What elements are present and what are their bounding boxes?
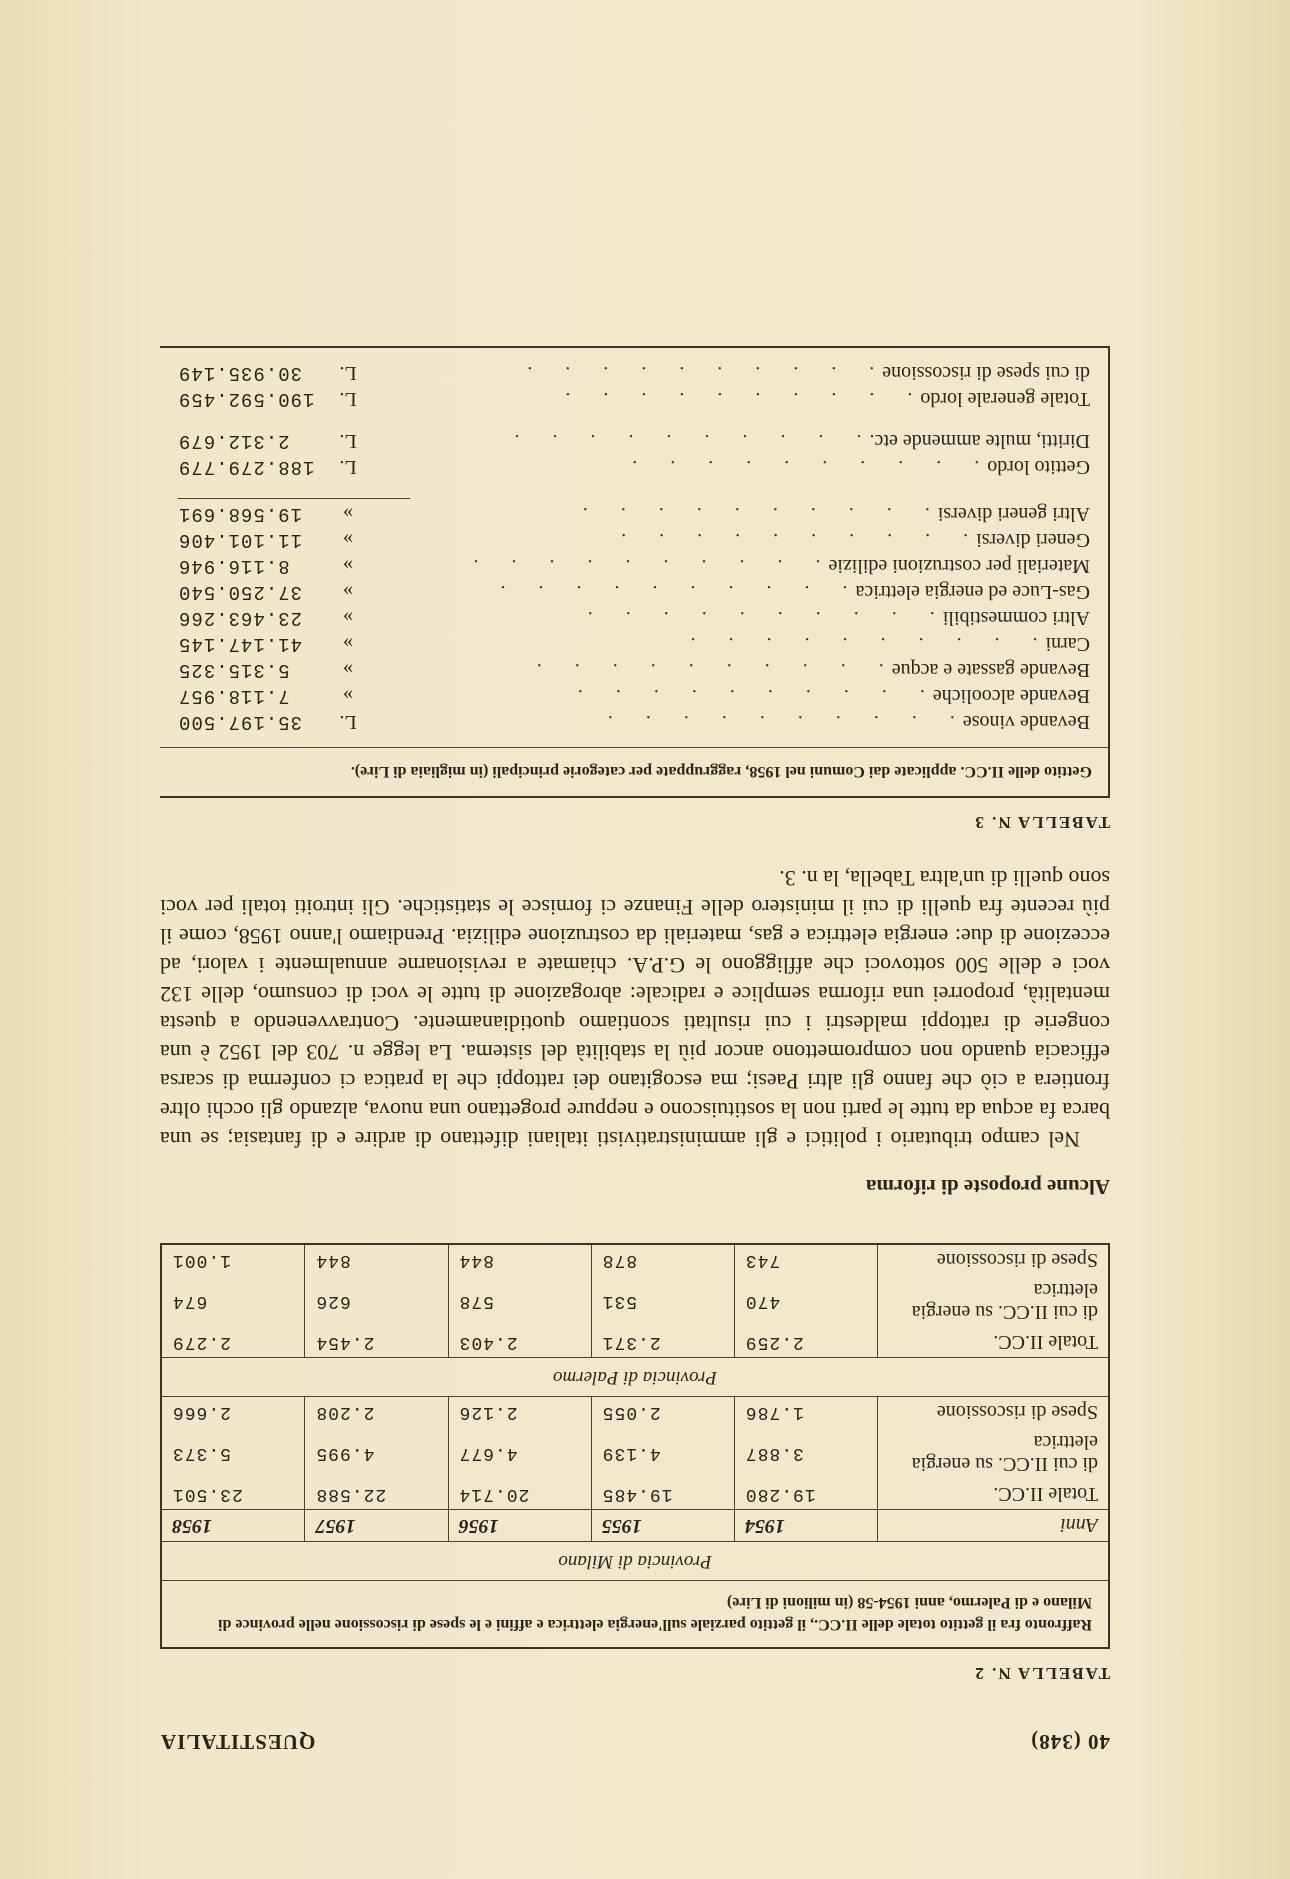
value-cell: 844	[448, 1244, 591, 1275]
value-cell: 19.485	[591, 1479, 734, 1510]
value-cell: 2.279	[161, 1327, 305, 1358]
list-item	[178, 428, 1090, 454]
province-heading: Provincia di Milano	[161, 1542, 1109, 1581]
body-paragraph: Nel campo tributario i politici e gli amministrativisti italiani difettano di ardire e di fantasia; se una barca fa acqua da tutte le parti non la sostituiscono e neppure progettano una nuova, alzando gli occhi oltre frontiera a ciò che fanno gli altri Paesi; ma escogitano dei rattoppi che la pratica ci conferma di scarsa efficacia quando non compromettono ancor più la stabilità del sistema. La legge n. 703 del 1952 è una congerie di rattoppi maldestri i cui risultati scontiamo quotidianamente. Contravvenendo a questa mentalità, proporrei una riforma semplice e radicale: abrogazione di tutte le voci di consumo, delle 132 voci e delle 500 sottovoci che affliggono le G.P.A. chiamate a revisionarne annualmente i valori, ad eccezione di due: energia elettrica e gas, materiali da costruzione edilizia. Prendiamo l'anno 1958, come il più recente fra quelli di cui il ministero delle Finanze ci fornisce le statistiche. Gli introiti totali per voci sono quelli di un'altra Tabella, la n. 3.	[160, 866, 1110, 1152]
value-cell: 2.208	[305, 1397, 448, 1428]
value-cell: 2.371	[591, 1327, 734, 1358]
list-item	[178, 501, 1090, 527]
currency-mark: »	[343, 555, 353, 577]
year-cell: 1955	[591, 1510, 734, 1542]
table-row	[161, 1397, 1109, 1428]
currency-mark: »	[343, 633, 353, 655]
total-items	[178, 428, 1090, 480]
table-row	[161, 1244, 1109, 1275]
item-label: di cui spese di riscossione	[882, 362, 1090, 384]
value-cell: 2.126	[448, 1397, 591, 1428]
item-label: Generi diversi	[976, 529, 1090, 551]
value-cell: 578	[448, 1275, 591, 1327]
table-row	[161, 1275, 1109, 1327]
value-cell: 3.887	[734, 1427, 877, 1479]
item-label: Totale generale lordo	[920, 388, 1090, 410]
currency-mark: »	[343, 685, 353, 707]
province-heading: Provincia di Palermo	[161, 1358, 1109, 1397]
list-item	[178, 605, 1090, 631]
item-label: Materiali per costruzioni edilizie	[828, 555, 1090, 577]
list-item	[178, 657, 1090, 683]
item-value: 188.279.779	[178, 456, 315, 478]
leader-dots: . . . . . . . . . .	[593, 711, 955, 733]
item-value: 23.463.266	[178, 607, 303, 629]
row-label: di cui II.CC. su energia elettrica	[878, 1275, 1110, 1327]
spacer	[178, 412, 1090, 428]
currency-mark: »	[343, 503, 353, 525]
leader-dots: . . . . . . . . . .	[513, 362, 875, 384]
value-cell: 1.001	[161, 1244, 305, 1275]
year-cell: 1957	[305, 1510, 448, 1542]
value-cell: 674	[161, 1275, 305, 1327]
value-cell: 531	[591, 1275, 734, 1327]
tabella-3	[160, 346, 1110, 798]
leader-dots: . . . . . . . . . .	[486, 581, 848, 603]
currency-mark: »	[343, 659, 353, 681]
value-cell: 2.403	[448, 1327, 591, 1358]
currency-mark: L.	[339, 388, 357, 410]
currency-mark: »	[343, 529, 353, 551]
item-value: 19.568.691	[178, 503, 303, 525]
sum-rule	[178, 498, 410, 499]
leader-dots: . . . . . . . . . .	[522, 659, 884, 681]
tabella-3-title: TABELLA N. 3	[973, 813, 1110, 832]
item-value: 5.315.325	[178, 659, 290, 681]
item-value: 8.116.946	[178, 555, 290, 577]
running-head	[160, 1729, 1110, 1754]
leader-dots: . . . . . . . . . .	[573, 607, 935, 629]
value-cell: 878	[591, 1244, 734, 1275]
tabella-3-caption: Gettito delle II.CC. applicate dai Comuni nel 1958, raggruppate per categorie principali (in migliaia di Lire).	[160, 747, 1108, 796]
value-cell: 626	[305, 1275, 448, 1327]
row-label: Spese di riscossione	[878, 1397, 1110, 1428]
tabella-2-title: TABELLA N. 2	[973, 1664, 1110, 1683]
leader-dots: . . . . . . . . . .	[618, 456, 980, 478]
value-cell: 19.280	[734, 1479, 877, 1510]
value-cell: 470	[734, 1275, 877, 1327]
years-row	[161, 1510, 1109, 1542]
table-row	[161, 1327, 1109, 1358]
item-label: Gas-Luce ed energia elettrica	[855, 581, 1090, 603]
item-label: Carni	[1045, 633, 1090, 655]
row-label: di cui II.CC. su energia elettrica	[878, 1427, 1110, 1479]
currency-mark: L.	[339, 430, 357, 452]
year-cell: 1956	[448, 1510, 591, 1542]
table-row	[161, 1479, 1109, 1510]
item-label: Diritti, multe ammende etc.	[869, 430, 1090, 452]
tabella-3-block	[160, 346, 1110, 832]
table-row	[161, 1427, 1109, 1479]
grand-total-items	[178, 360, 1090, 412]
item-label: Bevande vinose	[962, 711, 1090, 733]
year-cell: 1958	[161, 1510, 305, 1542]
leader-dots: . . . . . . . . . .	[551, 388, 913, 410]
currency-mark: »	[343, 607, 353, 629]
leader-dots: . . . . . . . . . .	[676, 633, 1038, 655]
value-cell: 20.714	[448, 1479, 591, 1510]
value-cell: 1.786	[734, 1397, 877, 1428]
list-item	[178, 360, 1090, 386]
item-value: 35.197.500	[178, 711, 303, 733]
list-item	[178, 709, 1090, 735]
value-cell: 2.454	[305, 1327, 448, 1358]
leader-dots: . . . . . . . . . .	[500, 430, 862, 452]
value-cell: 4.139	[591, 1427, 734, 1479]
magazine-title: QUESTITALIA	[160, 1730, 316, 1754]
item-value: 37.250.540	[178, 581, 303, 603]
item-label: Altri commestibili	[942, 607, 1090, 629]
value-cell: 4.995	[305, 1427, 448, 1479]
tabella-2-caption: Raffronto fra il gettito totale delle II.CC., il gettito parziale sull'energia elettrica e affini e le spese di riscossione nelle province di Milano e di Palermo, anni 1954-58 (in milioni di Lire)	[161, 1581, 1109, 1649]
value-cell: 2.055	[591, 1397, 734, 1428]
list-item	[178, 527, 1090, 553]
item-value: 7.118.957	[178, 685, 290, 707]
item-label: Bevande gassate e acque	[891, 659, 1090, 681]
item-value: 11.101.406	[178, 529, 303, 551]
item-value: 30.935.149	[178, 362, 303, 384]
list-item	[178, 386, 1090, 412]
list-item	[178, 683, 1090, 709]
list-item	[178, 454, 1090, 480]
years-label: Anni	[878, 1510, 1110, 1542]
item-label: Gettito lordo	[987, 456, 1090, 478]
currency-mark: »	[343, 581, 353, 603]
category-items	[178, 501, 1090, 735]
item-label: Altri generi diversi	[937, 503, 1090, 525]
leader-dots: . . . . . . . . . .	[607, 529, 969, 551]
value-cell: 22.588	[305, 1479, 448, 1510]
item-value: 190.592.459	[178, 388, 315, 410]
currency-mark: L.	[339, 711, 357, 733]
list-item	[178, 631, 1090, 657]
item-label: Bevande alcooliche	[932, 685, 1090, 707]
list-item	[178, 579, 1090, 605]
list-item	[178, 553, 1090, 579]
page-number: 40 (348)	[1030, 1730, 1110, 1754]
value-cell: 2.259	[734, 1327, 877, 1358]
value-cell: 23.501	[161, 1479, 305, 1510]
tabella-2	[160, 1243, 1110, 1649]
currency-mark: L.	[339, 362, 357, 384]
row-label: Spese di riscossione	[878, 1244, 1110, 1275]
spacer	[178, 480, 1090, 496]
value-cell: 2.666	[161, 1397, 305, 1428]
value-cell: 844	[305, 1244, 448, 1275]
item-value: 2.312.679	[178, 430, 290, 452]
section-title: Alcune proposte di riforma	[865, 1175, 1110, 1199]
currency-mark: L.	[339, 456, 357, 478]
page-content	[160, 346, 1110, 1754]
row-label: Totale II.CC.	[878, 1327, 1110, 1358]
value-cell: 743	[734, 1244, 877, 1275]
value-cell: 5.373	[161, 1427, 305, 1479]
leader-dots: . . . . . . . . . .	[563, 685, 925, 707]
row-label: Totale II.CC.	[878, 1479, 1110, 1510]
leader-dots: . . . . . . . . . .	[568, 503, 930, 525]
tabella-3-list	[160, 348, 1108, 747]
year-cell: 1954	[734, 1510, 877, 1542]
value-cell: 4.677	[448, 1427, 591, 1479]
item-value: 41.147.145	[178, 633, 303, 655]
leader-dots: . . . . . . . . . .	[459, 555, 821, 577]
